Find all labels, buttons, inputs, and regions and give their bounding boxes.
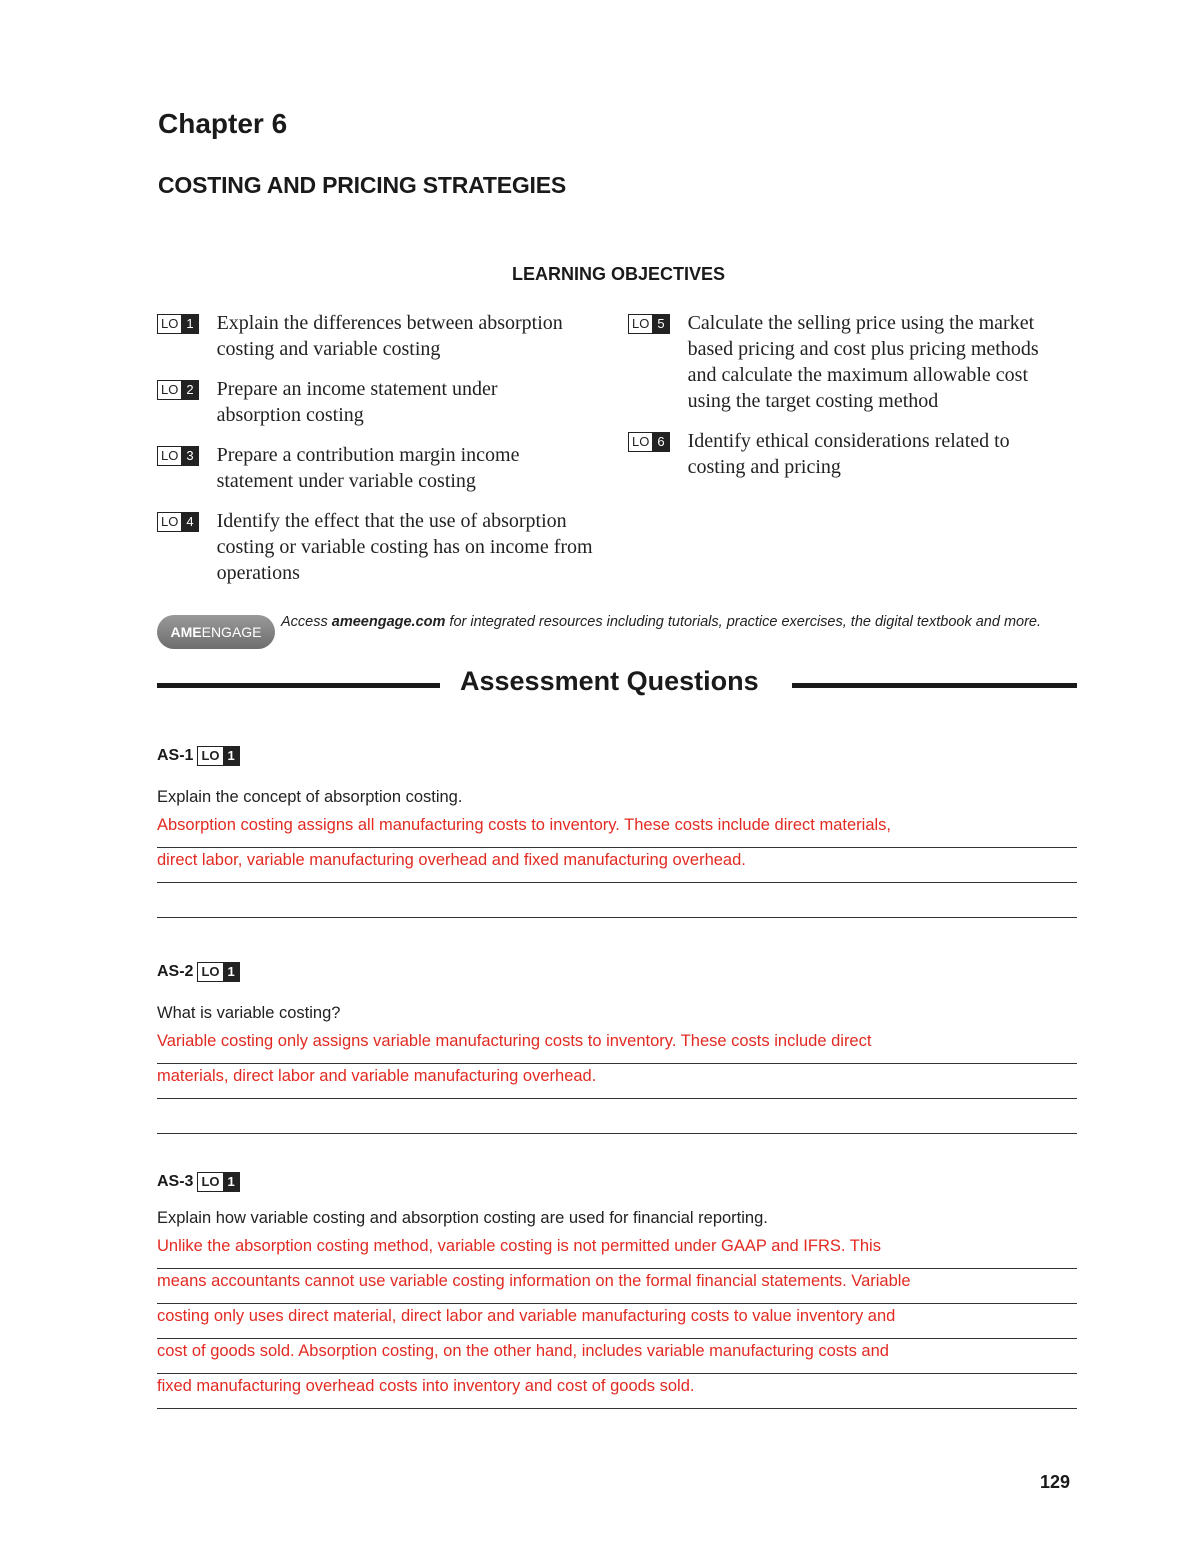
lo-badge: LO 4 <box>157 512 199 532</box>
question-text: Explain the concept of absorption costing. <box>157 788 463 806</box>
learning-objective-text: Identify the effect that the use of absorption costing or variable costing has on income from operations <box>216 510 593 584</box>
learning-objectives-heading: LEARNING OBJECTIVES <box>512 264 726 284</box>
section-rule-right <box>792 683 1077 688</box>
chapter-title: COSTING AND PRICING STRATEGIES <box>158 172 567 198</box>
learning-objective-5 <box>628 310 1078 414</box>
answer-line: fixed manufacturing overhead costs into inventory and cost of goods sold. <box>157 1374 1077 1409</box>
lo-badge: LO 3 <box>157 446 199 466</box>
learning-objective-text: Prepare an income statement under absorption costing <box>216 378 498 426</box>
learning-objective-1 <box>157 310 617 362</box>
lo-badge: LO 1 <box>197 1172 239 1192</box>
answer-line <box>157 1099 1077 1134</box>
lo-badge: LO 2 <box>157 380 199 400</box>
section-title: Assessment Questions <box>460 666 759 696</box>
page-number: 129 <box>1040 1472 1071 1492</box>
lo-badge: LO 5 <box>628 314 670 334</box>
learning-objective-4 <box>157 508 617 586</box>
answer-line: Unlike the absorption costing method, variable costing is not permitted under GAAP and IFRS. This <box>157 1234 1077 1269</box>
question-label-as-1: AS-1 LO 1 <box>157 746 240 766</box>
question-text: What is variable costing? <box>157 1004 341 1022</box>
question-text: Explain how variable costing and absorption costing are used for financial reporting. <box>157 1209 768 1227</box>
learning-objective-2 <box>157 376 617 428</box>
lo-badge: LO 1 <box>197 962 239 982</box>
chapter-label: Chapter 6 <box>158 108 288 139</box>
ameengage-link[interactable]: ameengage.com <box>331 614 446 630</box>
ameengage-callout <box>157 612 1077 649</box>
learning-objectives-right-column <box>628 310 1078 494</box>
learning-objective-6 <box>628 428 1078 480</box>
section-rule-left <box>157 683 440 688</box>
answer-line: Absorption costing assigns all manufacturing costs to inventory. These costs include direct materials, <box>157 813 1077 848</box>
ameengage-text: Access ameengage.com for integrated resources including tutorials, practice exercises, the digital textbook and more. <box>281 614 1042 630</box>
learning-objective-text: Calculate the selling price using the market based pricing and cost plus pricing methods and calculate the maximum allowable cost using the target costing method <box>687 312 1039 412</box>
answer-line: costing only uses direct material, direct labor and variable manufacturing costs to value inventory and <box>157 1304 1077 1339</box>
learning-objective-text: Prepare a contribution margin income statement under variable costing <box>216 444 520 492</box>
question-label-as-3: AS-3 LO 1 <box>157 1172 240 1192</box>
lo-badge: LO 6 <box>628 432 670 452</box>
ameengage-logo: AME ENGAGE <box>157 615 275 649</box>
learning-objective-3 <box>157 442 617 494</box>
learning-objective-text: Explain the differences between absorption costing and variable costing <box>216 312 563 360</box>
answer-line: Variable costing only assigns variable manufacturing costs to inventory. These costs include direct <box>157 1029 1077 1064</box>
learning-objectives-left-column <box>157 310 617 600</box>
lo-badge: LO 1 <box>157 314 199 334</box>
answer-line: direct labor, variable manufacturing overhead and fixed manufacturing overhead. <box>157 848 1077 883</box>
learning-objective-text: Identify ethical considerations related to costing and pricing <box>687 430 1010 478</box>
answer-line: cost of goods sold. Absorption costing, on the other hand, includes variable manufacturing costs and <box>157 1339 1077 1374</box>
answer-line <box>157 883 1077 918</box>
question-label-as-2: AS-2 LO 1 <box>157 962 240 982</box>
answer-line: materials, direct labor and variable manufacturing overhead. <box>157 1064 1077 1099</box>
answer-line: means accountants cannot use variable costing information on the formal financial statements. Variable <box>157 1269 1077 1304</box>
lo-badge: LO 1 <box>197 746 239 766</box>
